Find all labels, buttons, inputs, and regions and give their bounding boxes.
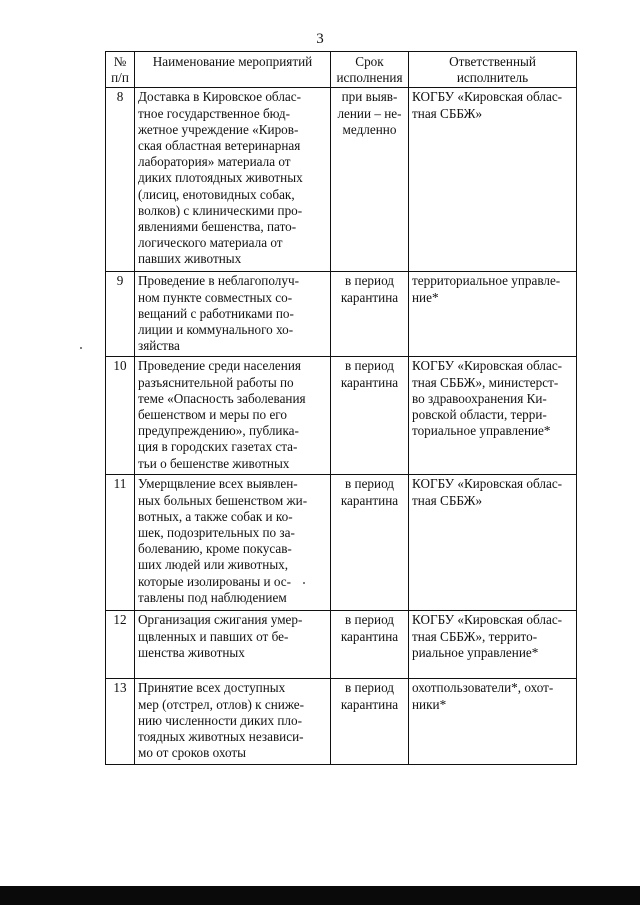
deadline-cell	[331, 611, 409, 679]
measure-line: мер (отстрел, отлов) к сниже-	[138, 696, 305, 712]
row-number: 9	[106, 272, 135, 357]
table-row	[106, 357, 577, 475]
deadline-cell	[331, 679, 409, 765]
measure-line: ном пункте совместных со-	[138, 289, 293, 305]
deadline-line: в период	[344, 273, 394, 289]
measure-line: тное государственное бюд-	[138, 105, 290, 121]
page-number: 3	[316, 31, 324, 47]
responsible-line: тная СББЖ», министерст-	[412, 374, 559, 390]
header-measure-name-line: Наименование мероприятий	[152, 54, 313, 69]
measure-line: павших животных	[138, 251, 242, 267]
responsible-cell	[409, 88, 577, 272]
measure-name-cell	[135, 357, 331, 475]
measure-line: ных больных бешенством жи-	[138, 492, 308, 508]
responsible-line: тная СББЖ», террито-	[412, 628, 538, 644]
measures-table	[105, 51, 577, 765]
responsible-line: КОГБУ «Кировская облас-	[412, 612, 563, 628]
header-deadline-line: исполнения	[336, 70, 403, 86]
measure-line: тьи о бешенстве животных	[138, 455, 290, 471]
responsible-line: ровской области, терри-	[412, 407, 547, 423]
measure-line: Проведение в неблагополуч-	[138, 273, 299, 289]
deadline-line: карантина	[340, 492, 399, 508]
measure-line: бешенством и меры по его	[138, 407, 287, 423]
header-deadline	[331, 52, 409, 88]
table-row	[106, 88, 577, 272]
table-row	[106, 272, 577, 357]
deadline-cell	[331, 475, 409, 611]
measure-line: шенства животных	[138, 644, 245, 660]
row-number: 8	[106, 88, 135, 272]
deadline-line: в период	[344, 680, 394, 696]
measure-line: Умерщвление всех выявлен-	[138, 476, 298, 492]
measure-line: ская областная ветеринарная	[138, 138, 301, 154]
measure-line: Доставка в Кировское облас-	[138, 89, 301, 105]
measure-line: (лисиц, енотовидных собак,	[138, 186, 295, 202]
deadline-line: медленно	[342, 121, 397, 137]
measure-line: предупреждению», публика-	[138, 423, 299, 439]
row-number: 10	[106, 357, 135, 475]
header-responsible-line: исполнитель	[456, 70, 529, 86]
deadline-cell	[331, 88, 409, 272]
responsible-line: КОГБУ «Кировская облас-	[412, 89, 563, 105]
row-number: 11	[106, 475, 135, 611]
measure-line: шек, подозрительных по за-	[138, 525, 295, 541]
deadline-line: в период	[344, 476, 394, 492]
row-number: 12	[106, 611, 135, 679]
responsible-line: тная СББЖ»	[412, 105, 483, 121]
measure-line: которые изолированы и ос-	[138, 573, 292, 589]
header-deadline-line: Срок	[355, 54, 384, 69]
responsible-line: территориальное управле-	[412, 273, 561, 289]
deadline-cell	[331, 357, 409, 475]
measure-line: нию численности диких пло-	[138, 712, 302, 728]
table-row	[106, 611, 577, 679]
measure-line: диких плотоядных животных	[138, 170, 303, 186]
responsible-line: ториальное управление*	[412, 423, 551, 439]
measure-line: Принятие всех доступных	[138, 680, 286, 696]
table-row	[106, 679, 577, 765]
responsible-line: во здравоохранения Ки-	[412, 390, 547, 406]
measure-line: вотных, а также собак и ко-	[138, 508, 293, 524]
responsible-line: КОГБУ «Кировская облас-	[412, 476, 563, 492]
scan-speck	[80, 347, 82, 349]
measure-line: разъяснительной работы по	[138, 374, 294, 390]
measure-line: вещаний с работниками по-	[138, 305, 294, 321]
measure-line: щвленных и павших от бе-	[138, 628, 289, 644]
measure-line: мо от сроков охоты	[138, 745, 247, 761]
deadline-line: карантина	[340, 374, 399, 390]
responsible-line: тная СББЖ»	[412, 492, 483, 508]
measure-line: зяйства	[138, 338, 180, 354]
responsible-line: охотпользователи*, охот-	[412, 680, 554, 696]
table-header-row	[106, 52, 577, 88]
deadline-line: лении – не-	[337, 105, 402, 121]
measure-line: явлениями бешенства, пато-	[138, 219, 297, 235]
responsible-line: ники*	[412, 696, 447, 712]
scan-border-bar	[0, 886, 640, 905]
measure-name-cell	[135, 475, 331, 611]
responsible-cell	[409, 475, 577, 611]
table-row	[106, 475, 577, 611]
deadline-line: карантина	[340, 628, 399, 644]
measure-line: Организация сжигания умер-	[138, 612, 303, 628]
deadline-line: карантина	[340, 289, 399, 305]
responsible-line: ние*	[412, 289, 439, 305]
deadline-line: при выяв-	[341, 89, 398, 105]
header-measure-name	[135, 52, 331, 88]
header-responsible	[409, 52, 577, 88]
deadline-cell	[331, 272, 409, 357]
measure-line: ших людей или животных,	[138, 557, 289, 573]
responsible-cell	[409, 679, 577, 765]
row-number: 13	[106, 679, 135, 765]
measure-line: ция в городских газетах ста-	[138, 439, 298, 455]
measure-line: жетное учреждение «Киров-	[138, 121, 299, 137]
responsible-line: КОГБУ «Кировская облас-	[412, 358, 563, 374]
measure-name-cell	[135, 272, 331, 357]
responsible-cell	[409, 357, 577, 475]
measure-line: болеванию, кроме покусав-	[138, 541, 292, 557]
responsible-cell	[409, 611, 577, 679]
header-number-line: п/п	[111, 70, 129, 86]
measure-line: логического материала от	[138, 235, 283, 251]
header-responsible-line: Ответственный	[449, 54, 536, 69]
measure-line: лиции и коммунального хо-	[138, 322, 294, 338]
measure-line: теме «Опасность заболевания	[138, 390, 306, 406]
deadline-line: в период	[344, 358, 394, 374]
responsible-cell	[409, 272, 577, 357]
measure-name-cell	[135, 679, 331, 765]
measure-name-cell	[135, 611, 331, 679]
measure-line: Проведение среди населения	[138, 358, 301, 374]
measure-line: тавлены под наблюдением	[138, 589, 287, 605]
responsible-line: риальное управление*	[412, 644, 539, 660]
deadline-line: карантина	[340, 696, 399, 712]
header-number-line: №	[113, 54, 127, 69]
measure-line: тоядных животных независи-	[138, 729, 304, 745]
header-number	[106, 52, 135, 88]
measure-line: волков) с клиническими про-	[138, 202, 303, 218]
measure-name-cell	[135, 88, 331, 272]
scan-speck	[303, 582, 305, 584]
deadline-line: в период	[344, 612, 394, 628]
measure-line: лаборатория» материала от	[138, 154, 291, 170]
